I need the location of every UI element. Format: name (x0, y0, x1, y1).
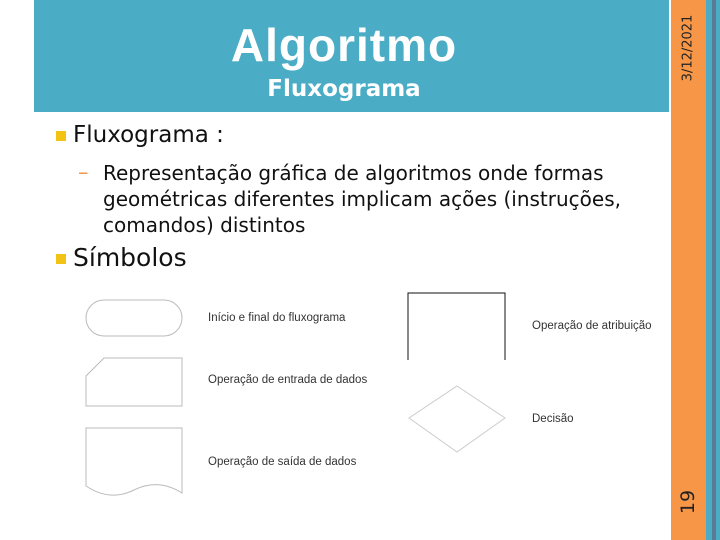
definition-line: comandos) distintos (103, 213, 306, 237)
definition-line: geométricas diferentes implicam ações (instruções, (103, 187, 621, 211)
definition-line: Representação gráfica de algoritmos onde formas (103, 161, 604, 185)
slide-date: 3/12/2021 (680, 14, 696, 82)
sub-bullet-dash: – (78, 160, 89, 184)
output-document-shape (86, 428, 182, 495)
label-start-end: Início e final do fluxograma (208, 312, 346, 324)
label-output: Operação de saída de dados (208, 456, 357, 468)
bullet-simbolos: Símbolos (73, 243, 187, 272)
label-input: Operação de entrada de dados (208, 374, 368, 386)
label-assignment: Operação de atribuição (532, 320, 652, 332)
input-shape (86, 358, 182, 406)
process-shape (408, 293, 505, 360)
decision-shape (409, 386, 505, 452)
slide-title: Algoritmo (230, 19, 458, 71)
label-decision: Decisão (532, 413, 574, 425)
side-accent-bar-slate (712, 0, 716, 540)
terminal-shape (86, 300, 182, 336)
slide-subtitle: Fluxograma (267, 76, 421, 102)
bullet-fluxograma: Fluxograma : (73, 122, 224, 148)
slide-page-number: 19 (677, 489, 699, 515)
